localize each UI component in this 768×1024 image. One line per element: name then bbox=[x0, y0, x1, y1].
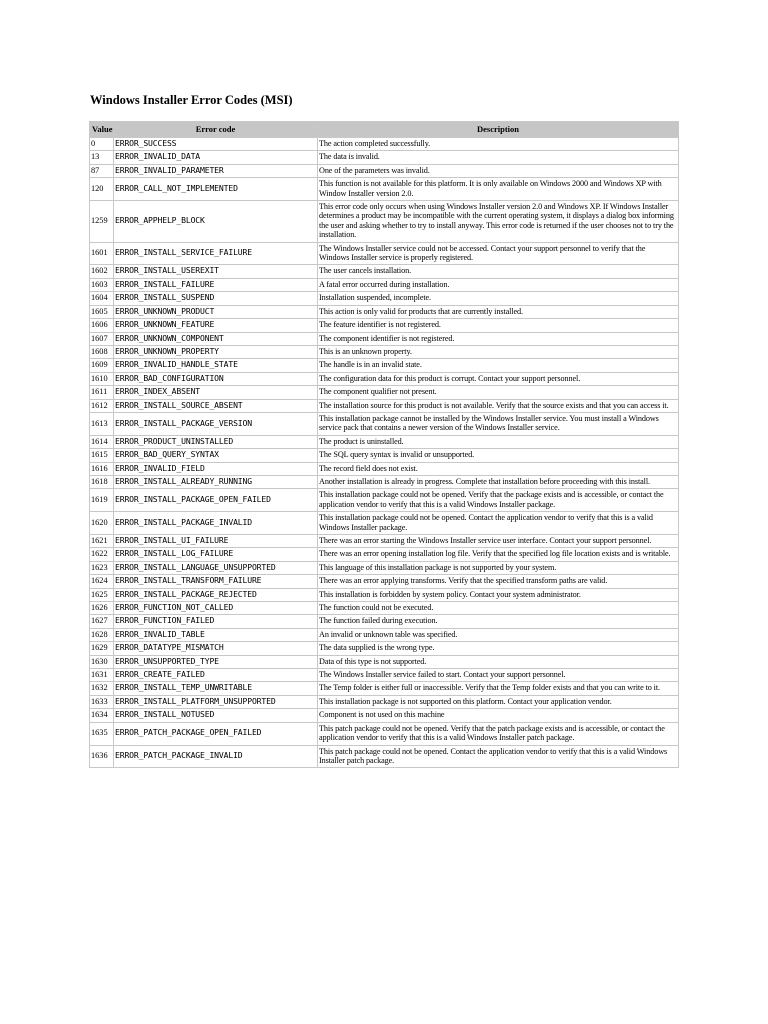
cell-description: This patch package could not be opened. Contact the application vendor to verify that this is a valid Windows Installer patch package. bbox=[318, 746, 678, 768]
cell-error-code: ERROR_BAD_CONFIGURATION bbox=[114, 373, 317, 385]
cell-value: 1630 bbox=[90, 656, 113, 668]
table-row bbox=[90, 373, 678, 385]
cell-description: The feature identifier is not registered. bbox=[318, 319, 678, 331]
table-row bbox=[90, 682, 678, 694]
cell-error-code: ERROR_INSTALL_LANGUAGE_UNSUPPORTED bbox=[114, 562, 317, 574]
cell-value: 1614 bbox=[90, 436, 113, 448]
cell-value: 1618 bbox=[90, 476, 113, 488]
table-row bbox=[90, 696, 678, 708]
table-body bbox=[90, 138, 678, 767]
cell-error-code: ERROR_INSTALL_PLATFORM_UNSUPPORTED bbox=[114, 696, 317, 708]
cell-description: This installation package could not be opened. Verify that the package exists and is accessible, or contact the application vendor to verify that this is a valid Windows Installer package. bbox=[318, 489, 678, 511]
cell-description: The product is uninstalled. bbox=[318, 436, 678, 448]
cell-description: Component is not used on this machine bbox=[318, 709, 678, 721]
cell-description: This function is not available for this platform. It is only available on Windows 2000 and Windows XP with Window Installer version 2.0. bbox=[318, 178, 678, 200]
table-row bbox=[90, 575, 678, 587]
cell-error-code: ERROR_INVALID_HANDLE_STATE bbox=[114, 359, 317, 371]
cell-error-code: ERROR_INVALID_FIELD bbox=[114, 463, 317, 475]
error-codes-table bbox=[89, 121, 679, 768]
cell-error-code: ERROR_PATCH_PACKAGE_INVALID bbox=[114, 746, 317, 768]
cell-error-code: ERROR_UNKNOWN_COMPONENT bbox=[114, 333, 317, 345]
cell-error-code: ERROR_INSTALL_ALREADY_RUNNING bbox=[114, 476, 317, 488]
cell-description: There was an error starting the Windows Installer service user interface. Contact your support personnel. bbox=[318, 535, 678, 547]
cell-value: 1604 bbox=[90, 292, 113, 304]
cell-error-code: ERROR_INSTALL_SERVICE_FAILURE bbox=[114, 243, 317, 265]
cell-description: The data supplied is the wrong type. bbox=[318, 642, 678, 654]
table-row bbox=[90, 306, 678, 318]
cell-description: This installation package cannot be installed by the Windows Installer service. You must install a Windows service pack that contains a newer version of the Windows Installer service. bbox=[318, 413, 678, 435]
cell-description: The component qualifier not present. bbox=[318, 386, 678, 398]
header-error-code: Error code bbox=[114, 122, 317, 137]
cell-error-code: ERROR_UNKNOWN_PROPERTY bbox=[114, 346, 317, 358]
cell-description: An invalid or unknown table was specified. bbox=[318, 629, 678, 641]
cell-description: This patch package could not be opened. Verify that the patch package exists and is accessible, or contact the application vendor to verify that this is a valid Windows Installer patch package. bbox=[318, 723, 678, 745]
table-row bbox=[90, 463, 678, 475]
cell-error-code: ERROR_INSTALL_FAILURE bbox=[114, 279, 317, 291]
cell-error-code: ERROR_INSTALL_PACKAGE_REJECTED bbox=[114, 589, 317, 601]
cell-error-code: ERROR_SUCCESS bbox=[114, 138, 317, 150]
cell-error-code: ERROR_INSTALL_LOG_FAILURE bbox=[114, 548, 317, 560]
table-row bbox=[90, 265, 678, 277]
cell-description: This error code only occurs when using Windows Installer version 2.0 and Windows XP. If Windows Installer determines a product may be incompatible with the current operating system, it displays a dialog box informing the user and asking whether to try to install anyway. This error code is returned if the user chooses not to try the installation. bbox=[318, 201, 678, 242]
table-row bbox=[90, 151, 678, 163]
cell-value: 1612 bbox=[90, 400, 113, 412]
table-row bbox=[90, 746, 678, 768]
cell-value: 1631 bbox=[90, 669, 113, 681]
cell-error-code: ERROR_BAD_QUERY_SYNTAX bbox=[114, 449, 317, 461]
table-row bbox=[90, 436, 678, 448]
cell-error-code: ERROR_CALL_NOT_IMPLEMENTED bbox=[114, 178, 317, 200]
cell-description: The Windows Installer service failed to start. Contact your support personnel. bbox=[318, 669, 678, 681]
cell-error-code: ERROR_FUNCTION_FAILED bbox=[114, 615, 317, 627]
cell-description: The function could not be executed. bbox=[318, 602, 678, 614]
cell-value: 1607 bbox=[90, 333, 113, 345]
cell-value: 1632 bbox=[90, 682, 113, 694]
cell-error-code: ERROR_INSTALL_TRANSFORM_FAILURE bbox=[114, 575, 317, 587]
cell-error-code: ERROR_INSTALL_USEREXIT bbox=[114, 265, 317, 277]
cell-description: This installation is forbidden by system policy. Contact your system administrator. bbox=[318, 589, 678, 601]
cell-description: There was an error opening installation log file. Verify that the specified log file location exists and is writable. bbox=[318, 548, 678, 560]
cell-description: The handle is in an invalid state. bbox=[318, 359, 678, 371]
cell-value: 1601 bbox=[90, 243, 113, 265]
cell-error-code: ERROR_INSTALL_PACKAGE_INVALID bbox=[114, 512, 317, 534]
cell-value: 1259 bbox=[90, 201, 113, 242]
table-row bbox=[90, 449, 678, 461]
cell-description: The installation source for this product is not available. Verify that the source exists and that you can access it. bbox=[318, 400, 678, 412]
cell-value: 1611 bbox=[90, 386, 113, 398]
cell-description: The component identifier is not registered. bbox=[318, 333, 678, 345]
cell-value: 1616 bbox=[90, 463, 113, 475]
table-row bbox=[90, 629, 678, 641]
cell-value: 13 bbox=[90, 151, 113, 163]
cell-description: This language of this installation package is not supported by your system. bbox=[318, 562, 678, 574]
cell-error-code: ERROR_UNKNOWN_PRODUCT bbox=[114, 306, 317, 318]
cell-description: The Temp folder is either full or inaccessible. Verify that the Temp folder exists and that you can write to it. bbox=[318, 682, 678, 694]
cell-error-code: ERROR_FUNCTION_NOT_CALLED bbox=[114, 602, 317, 614]
cell-value: 1613 bbox=[90, 413, 113, 435]
cell-value: 1624 bbox=[90, 575, 113, 587]
cell-value: 1626 bbox=[90, 602, 113, 614]
cell-value: 1629 bbox=[90, 642, 113, 654]
cell-error-code: ERROR_INSTALL_PACKAGE_VERSION bbox=[114, 413, 317, 435]
cell-value: 1620 bbox=[90, 512, 113, 534]
cell-description: This is an unknown property. bbox=[318, 346, 678, 358]
cell-error-code: ERROR_INSTALL_SOURCE_ABSENT bbox=[114, 400, 317, 412]
cell-value: 1602 bbox=[90, 265, 113, 277]
table-row bbox=[90, 656, 678, 668]
header-description: Description bbox=[318, 122, 678, 137]
cell-value: 1633 bbox=[90, 696, 113, 708]
table-row bbox=[90, 359, 678, 371]
table-row bbox=[90, 386, 678, 398]
cell-error-code: ERROR_PATCH_PACKAGE_OPEN_FAILED bbox=[114, 723, 317, 745]
table-row bbox=[90, 562, 678, 574]
cell-error-code: ERROR_INSTALL_PACKAGE_OPEN_FAILED bbox=[114, 489, 317, 511]
table-row bbox=[90, 292, 678, 304]
cell-value: 1623 bbox=[90, 562, 113, 574]
cell-value: 1605 bbox=[90, 306, 113, 318]
cell-description: This installation package is not supported on this platform. Contact your application vendor. bbox=[318, 696, 678, 708]
cell-value: 1615 bbox=[90, 449, 113, 461]
cell-error-code: ERROR_UNSUPPORTED_TYPE bbox=[114, 656, 317, 668]
table-row bbox=[90, 138, 678, 150]
cell-description: The SQL query syntax is invalid or unsupported. bbox=[318, 449, 678, 461]
cell-description: The data is invalid. bbox=[318, 151, 678, 163]
table-row bbox=[90, 333, 678, 345]
header-value: Value bbox=[90, 122, 113, 137]
cell-error-code: ERROR_INSTALL_UI_FAILURE bbox=[114, 535, 317, 547]
document-title: Windows Installer Error Codes (MSI) bbox=[90, 93, 293, 107]
cell-value: 1622 bbox=[90, 548, 113, 560]
cell-value: 1606 bbox=[90, 319, 113, 331]
cell-value: 0 bbox=[90, 138, 113, 150]
cell-value: 87 bbox=[90, 165, 113, 177]
cell-description: This installation package could not be opened. Contact the application vendor to verify that this is a valid Windows Installer package. bbox=[318, 512, 678, 534]
cell-error-code: ERROR_INVALID_DATA bbox=[114, 151, 317, 163]
table-row bbox=[90, 165, 678, 177]
cell-description: Data of this type is not supported. bbox=[318, 656, 678, 668]
table-row bbox=[90, 319, 678, 331]
cell-value: 1609 bbox=[90, 359, 113, 371]
cell-description: The function failed during execution. bbox=[318, 615, 678, 627]
table-row bbox=[90, 602, 678, 614]
cell-description: The record field does not exist. bbox=[318, 463, 678, 475]
cell-error-code: ERROR_UNKNOWN_FEATURE bbox=[114, 319, 317, 331]
cell-value: 1634 bbox=[90, 709, 113, 721]
cell-value: 1627 bbox=[90, 615, 113, 627]
table-row bbox=[90, 669, 678, 681]
table-row bbox=[90, 400, 678, 412]
cell-value: 1636 bbox=[90, 746, 113, 768]
cell-value: 1619 bbox=[90, 489, 113, 511]
cell-error-code: ERROR_INDEX_ABSENT bbox=[114, 386, 317, 398]
table-row bbox=[90, 642, 678, 654]
table-row bbox=[90, 723, 678, 745]
cell-description: Another installation is already in progress. Complete that installation before proceeding with this install. bbox=[318, 476, 678, 488]
table-row bbox=[90, 346, 678, 358]
table-row bbox=[90, 413, 678, 435]
table-row bbox=[90, 589, 678, 601]
cell-value: 1610 bbox=[90, 373, 113, 385]
cell-error-code: ERROR_INSTALL_NOTUSED bbox=[114, 709, 317, 721]
table-row bbox=[90, 178, 678, 200]
cell-value: 1635 bbox=[90, 723, 113, 745]
cell-value: 1603 bbox=[90, 279, 113, 291]
cell-description: The Windows Installer service could not be accessed. Contact your support personnel to verify that the Windows Installer service is properly registered. bbox=[318, 243, 678, 265]
table-row bbox=[90, 489, 678, 511]
cell-value: 1608 bbox=[90, 346, 113, 358]
cell-description: Installation suspended, incomplete. bbox=[318, 292, 678, 304]
cell-description: The action completed successfully. bbox=[318, 138, 678, 150]
table-row bbox=[90, 615, 678, 627]
cell-error-code: ERROR_DATATYPE_MISMATCH bbox=[114, 642, 317, 654]
cell-error-code: ERROR_CREATE_FAILED bbox=[114, 669, 317, 681]
cell-description: The configuration data for this product is corrupt. Contact your support personnel. bbox=[318, 373, 678, 385]
cell-value: 1621 bbox=[90, 535, 113, 547]
cell-error-code: ERROR_INVALID_TABLE bbox=[114, 629, 317, 641]
table-row bbox=[90, 709, 678, 721]
cell-description: One of the parameters was invalid. bbox=[318, 165, 678, 177]
cell-value: 1628 bbox=[90, 629, 113, 641]
cell-value: 120 bbox=[90, 178, 113, 200]
cell-error-code: ERROR_INVALID_PARAMETER bbox=[114, 165, 317, 177]
table-row bbox=[90, 243, 678, 265]
table-row bbox=[90, 279, 678, 291]
table-row bbox=[90, 535, 678, 547]
cell-description: There was an error applying transforms. Verify that the specified transform paths are valid. bbox=[318, 575, 678, 587]
cell-error-code: ERROR_INSTALL_TEMP_UNWRITABLE bbox=[114, 682, 317, 694]
table-row bbox=[90, 201, 678, 242]
cell-description: This action is only valid for products that are currently installed. bbox=[318, 306, 678, 318]
cell-error-code: ERROR_PRODUCT_UNINSTALLED bbox=[114, 436, 317, 448]
cell-error-code: ERROR_INSTALL_SUSPEND bbox=[114, 292, 317, 304]
table-row bbox=[90, 476, 678, 488]
cell-error-code: ERROR_APPHELP_BLOCK bbox=[114, 201, 317, 242]
cell-description: A fatal error occurred during installation. bbox=[318, 279, 678, 291]
table-row bbox=[90, 512, 678, 534]
cell-value: 1625 bbox=[90, 589, 113, 601]
cell-description: The user cancels installation. bbox=[318, 265, 678, 277]
table-header-row bbox=[90, 122, 678, 137]
table-row bbox=[90, 548, 678, 560]
